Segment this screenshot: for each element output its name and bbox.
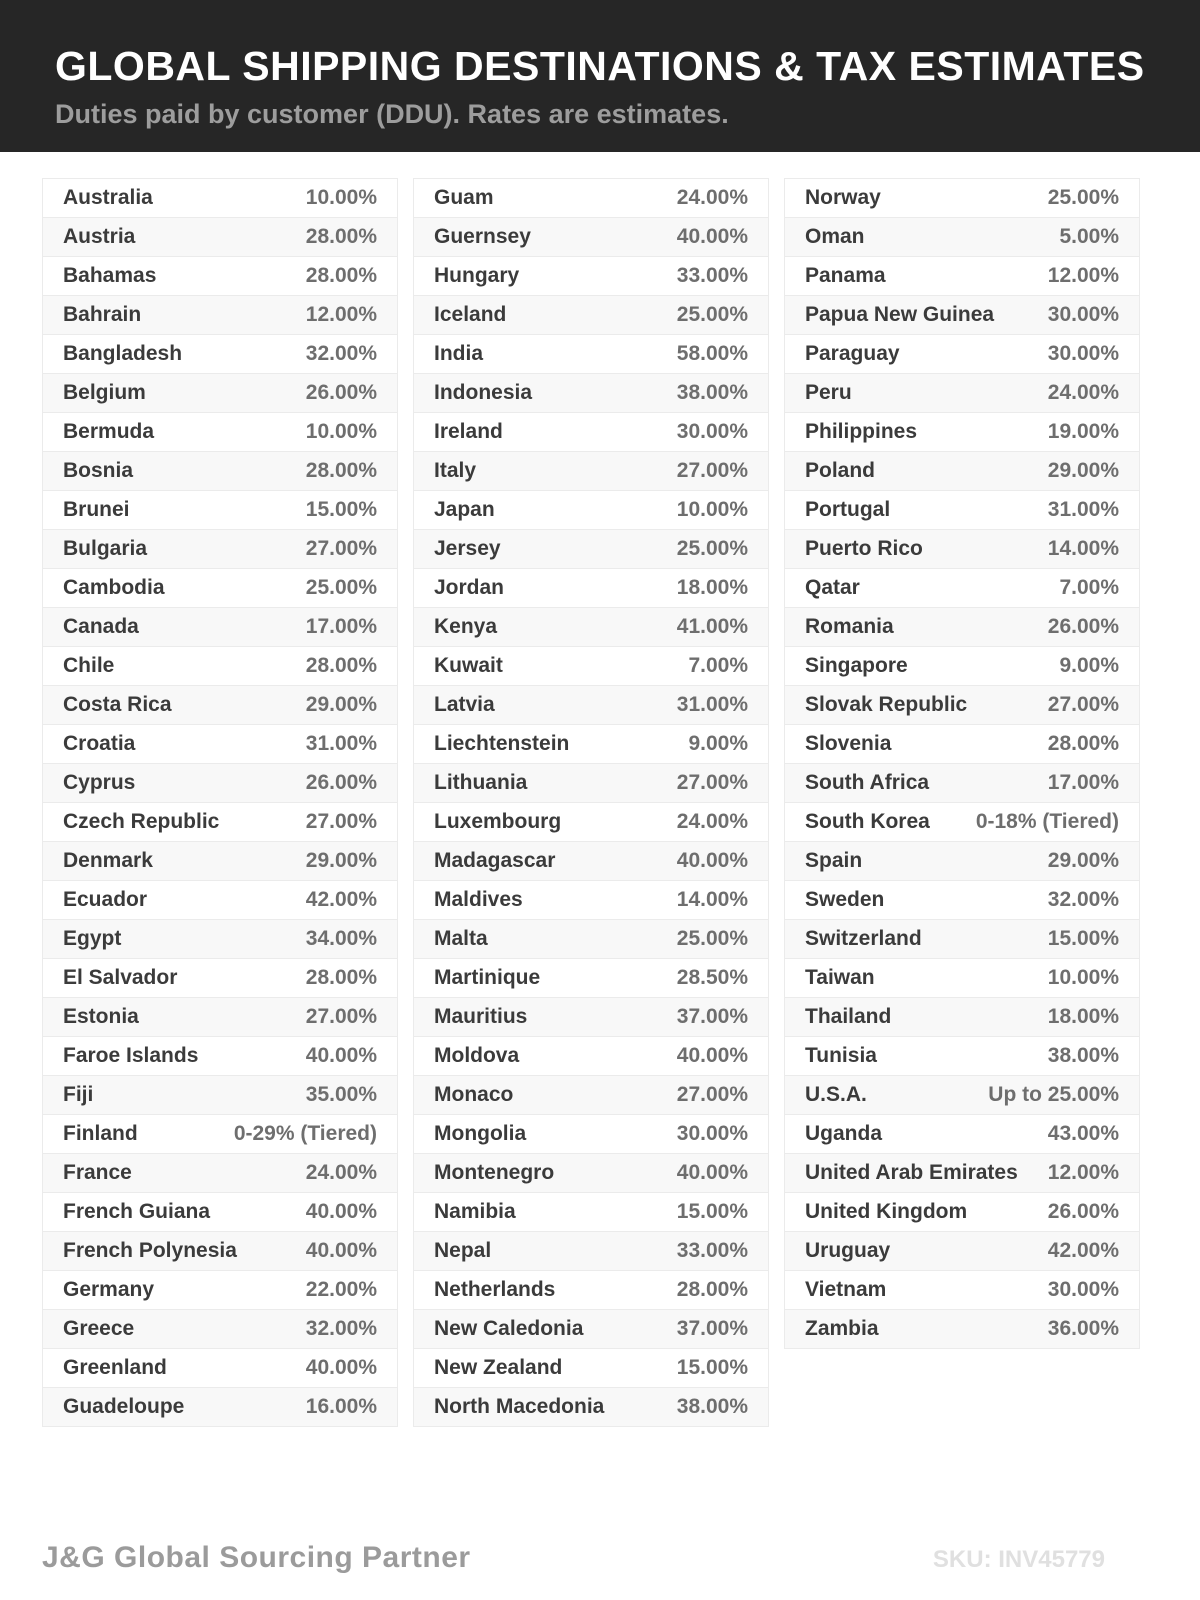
table-row	[42, 1387, 398, 1427]
table-row	[413, 373, 769, 413]
table-row	[413, 802, 769, 842]
country-name: Bahrain	[63, 303, 142, 326]
country-name: Singapore	[805, 654, 908, 677]
table-row	[413, 217, 769, 257]
table-row	[784, 295, 1140, 335]
tax-rate: 26.00%	[1047, 615, 1119, 638]
table-row	[784, 490, 1140, 530]
tax-rate: 31.00%	[676, 693, 748, 716]
tax-rate: 24.00%	[305, 1161, 377, 1184]
table-row	[42, 607, 398, 647]
table-row	[784, 256, 1140, 296]
tax-rate: 32.00%	[305, 1317, 377, 1340]
tax-rate: 40.00%	[676, 1044, 748, 1067]
tax-rate: 34.00%	[305, 927, 377, 950]
country-name: Jersey	[434, 537, 501, 560]
country-name: Ireland	[434, 420, 503, 443]
tax-rate-table	[0, 178, 1200, 1427]
table-row	[413, 256, 769, 296]
country-name: Uganda	[805, 1122, 883, 1145]
country-name: El Salvador	[63, 966, 178, 989]
country-name: Latvia	[434, 693, 495, 716]
country-name: Poland	[805, 459, 876, 482]
tax-rate: 27.00%	[1047, 693, 1119, 716]
tax-rate: 37.00%	[676, 1005, 748, 1028]
tax-rate: 14.00%	[1047, 537, 1119, 560]
country-name: French Guiana	[63, 1200, 211, 1223]
tax-rate: 24.00%	[676, 810, 748, 833]
tax-rate: 40.00%	[676, 849, 748, 872]
table-row	[42, 490, 398, 530]
tax-rate: 25.00%	[676, 303, 748, 326]
table-row	[784, 763, 1140, 803]
footer-brand: J&G Global Sourcing Partner	[42, 1541, 471, 1574]
tax-rate: 38.00%	[1047, 1044, 1119, 1067]
table-row	[42, 724, 398, 764]
table-row	[413, 1153, 769, 1193]
table-row	[413, 334, 769, 374]
country-name: French Polynesia	[63, 1239, 237, 1262]
tax-rate: 58.00%	[676, 342, 748, 365]
page-subtitle: Duties paid by customer (DDU). Rates are estimates.	[55, 99, 729, 129]
tax-rate: 15.00%	[676, 1356, 748, 1379]
table-row	[42, 958, 398, 998]
tax-rate: 30.00%	[1047, 1278, 1119, 1301]
country-name: Kenya	[434, 615, 498, 638]
country-name: Zambia	[805, 1317, 879, 1340]
tax-rate: 27.00%	[305, 537, 377, 560]
country-name: North Macedonia	[434, 1395, 605, 1418]
country-name: Mauritius	[434, 1005, 528, 1028]
country-name: Kuwait	[434, 654, 503, 677]
table-row	[784, 1309, 1140, 1349]
tax-rate: 0-18% (Tiered)	[975, 810, 1119, 833]
tax-rate: 42.00%	[305, 888, 377, 911]
country-name: Lithuania	[434, 771, 528, 794]
country-name: Oman	[805, 225, 865, 248]
table-row	[784, 724, 1140, 764]
country-name: Nepal	[434, 1239, 492, 1262]
table-row	[784, 1114, 1140, 1154]
country-name: Vietnam	[805, 1278, 887, 1301]
country-name: South Africa	[805, 771, 930, 794]
table-row	[413, 763, 769, 803]
country-name: Maldives	[434, 888, 523, 911]
tax-rate: 40.00%	[305, 1044, 377, 1067]
country-name: Papua New Guinea	[805, 303, 995, 326]
country-name: Qatar	[805, 576, 860, 599]
country-name: Ecuador	[63, 888, 148, 911]
country-name: Bosnia	[63, 459, 134, 482]
country-name: Slovenia	[805, 732, 892, 755]
tax-rate: 24.00%	[1047, 381, 1119, 404]
country-name: Jordan	[434, 576, 505, 599]
country-name: Thailand	[805, 1005, 892, 1028]
country-name: United Kingdom	[805, 1200, 968, 1223]
table-row	[784, 685, 1140, 725]
country-name: Faroe Islands	[63, 1044, 199, 1067]
tax-rate: 29.00%	[1047, 459, 1119, 482]
tax-rate: 9.00%	[688, 732, 748, 755]
tax-rate: 27.00%	[305, 1005, 377, 1028]
country-name: Madagascar	[434, 849, 556, 872]
table-row	[784, 568, 1140, 608]
table-row	[784, 1153, 1140, 1193]
country-name: Puerto Rico	[805, 537, 923, 560]
table-row	[413, 490, 769, 530]
header-banner	[0, 0, 1200, 152]
table-row	[413, 724, 769, 764]
tax-rate: 12.00%	[1047, 264, 1119, 287]
tax-rate: 12.00%	[1047, 1161, 1119, 1184]
country-name: Peru	[805, 381, 852, 404]
country-name: Brunei	[63, 498, 130, 521]
table-row	[413, 1387, 769, 1427]
tax-rate: Up to 25.00%	[988, 1083, 1119, 1106]
country-name: Guernsey	[434, 225, 531, 248]
tax-rate: 30.00%	[1047, 342, 1119, 365]
tax-rate: 30.00%	[676, 1122, 748, 1145]
table-row	[42, 1231, 398, 1271]
table-row	[42, 841, 398, 881]
table-row	[413, 1270, 769, 1310]
country-name: Romania	[805, 615, 894, 638]
country-name: Malta	[434, 927, 488, 950]
table-row	[42, 1075, 398, 1115]
table-row	[413, 880, 769, 920]
tax-rate: 10.00%	[676, 498, 748, 521]
table-row	[784, 880, 1140, 920]
tax-rate: 41.00%	[676, 615, 748, 638]
tax-rate: 25.00%	[305, 576, 377, 599]
table-row	[42, 568, 398, 608]
table-row	[42, 685, 398, 725]
tax-rate: 22.00%	[305, 1278, 377, 1301]
country-name: Germany	[63, 1278, 155, 1301]
country-name: Uruguay	[805, 1239, 891, 1262]
tax-rate: 35.00%	[305, 1083, 377, 1106]
table-row	[784, 646, 1140, 686]
tax-rate: 18.00%	[676, 576, 748, 599]
tax-rate: 15.00%	[676, 1200, 748, 1223]
country-name: Hungary	[434, 264, 520, 287]
table-row	[413, 1348, 769, 1388]
tax-rate: 25.00%	[1047, 186, 1119, 209]
tax-rate: 7.00%	[1059, 576, 1119, 599]
tax-rate: 18.00%	[1047, 1005, 1119, 1028]
tax-rate: 27.00%	[305, 810, 377, 833]
tax-rate: 12.00%	[305, 303, 377, 326]
table-row	[413, 1114, 769, 1154]
table-row	[42, 1348, 398, 1388]
table-row	[413, 1075, 769, 1115]
table-row	[413, 451, 769, 491]
country-name: Moldova	[434, 1044, 520, 1067]
tax-rate: 10.00%	[305, 420, 377, 443]
country-name: Montenegro	[434, 1161, 555, 1184]
country-name: Finland	[63, 1122, 138, 1145]
tax-rate: 17.00%	[1047, 771, 1119, 794]
table-row	[784, 412, 1140, 452]
table-row	[784, 1075, 1140, 1115]
table-row	[784, 217, 1140, 257]
country-name: Estonia	[63, 1005, 139, 1028]
table-row	[413, 568, 769, 608]
tax-rate: 40.00%	[305, 1356, 377, 1379]
table-row	[413, 1192, 769, 1232]
tax-rate: 40.00%	[676, 1161, 748, 1184]
table-row	[42, 178, 398, 218]
tax-rate: 26.00%	[305, 381, 377, 404]
country-name: Bulgaria	[63, 537, 148, 560]
table-row	[413, 1231, 769, 1271]
tax-rate: 28.50%	[676, 966, 748, 989]
tax-rate: 33.00%	[676, 264, 748, 287]
country-name: Portugal	[805, 498, 891, 521]
tax-rate: 10.00%	[1047, 966, 1119, 989]
table-row	[42, 334, 398, 374]
tax-rate: 9.00%	[1059, 654, 1119, 677]
country-name: Bahamas	[63, 264, 157, 287]
tax-rate: 25.00%	[676, 927, 748, 950]
tax-rate: 16.00%	[305, 1395, 377, 1418]
tax-rate: 28.00%	[305, 264, 377, 287]
country-name: Philippines	[805, 420, 918, 443]
table-column-2	[413, 178, 769, 1427]
table-row	[42, 373, 398, 413]
tax-rate: 17.00%	[305, 615, 377, 638]
table-row	[413, 685, 769, 725]
tax-rate: 40.00%	[676, 225, 748, 248]
tax-rate: 30.00%	[1047, 303, 1119, 326]
country-name: Panama	[805, 264, 886, 287]
table-row	[413, 1036, 769, 1076]
table-row	[42, 529, 398, 569]
table-row	[413, 997, 769, 1037]
country-name: Netherlands	[434, 1278, 556, 1301]
tax-rate: 19.00%	[1047, 420, 1119, 443]
tax-rate: 40.00%	[305, 1239, 377, 1262]
tax-rate: 27.00%	[676, 1083, 748, 1106]
country-name: Cyprus	[63, 771, 136, 794]
table-row	[784, 334, 1140, 374]
tax-rate: 0-29% (Tiered)	[233, 1122, 377, 1145]
country-name: Luxembourg	[434, 810, 562, 833]
country-name: Monaco	[434, 1083, 514, 1106]
table-row	[413, 1309, 769, 1349]
table-row	[42, 880, 398, 920]
tax-rate: 42.00%	[1047, 1239, 1119, 1262]
country-name: Spain	[805, 849, 863, 872]
table-row	[42, 256, 398, 296]
country-name: Martinique	[434, 966, 541, 989]
country-name: South Korea	[805, 810, 930, 833]
country-name: Greenland	[63, 1356, 167, 1379]
table-row	[784, 841, 1140, 881]
table-row	[42, 919, 398, 959]
footer-sku: SKU: INV45779	[932, 1546, 1105, 1573]
table-row	[784, 451, 1140, 491]
table-row	[784, 1036, 1140, 1076]
tax-rate: 31.00%	[1047, 498, 1119, 521]
table-row	[784, 919, 1140, 959]
tax-rate: 32.00%	[1047, 888, 1119, 911]
table-row	[784, 958, 1140, 998]
country-name: Paraguay	[805, 342, 900, 365]
country-name: Switzerland	[805, 927, 922, 950]
tax-rate: 15.00%	[305, 498, 377, 521]
tax-rate: 29.00%	[305, 693, 377, 716]
table-row	[413, 529, 769, 569]
tax-rate: 28.00%	[305, 654, 377, 677]
country-name: Guam	[434, 186, 494, 209]
table-row	[784, 373, 1140, 413]
country-name: Namibia	[434, 1200, 516, 1223]
table-row	[784, 178, 1140, 218]
tax-rate: 29.00%	[1047, 849, 1119, 872]
tax-rate: 33.00%	[676, 1239, 748, 1262]
country-name: Indonesia	[434, 381, 533, 404]
tax-rate: 28.00%	[305, 225, 377, 248]
table-row	[784, 607, 1140, 647]
table-row	[42, 217, 398, 257]
country-name: France	[63, 1161, 132, 1184]
page-title: GLOBAL SHIPPING DESTINATIONS & TAX ESTIMATES	[55, 43, 1145, 89]
table-row	[42, 1036, 398, 1076]
table-column-1	[42, 178, 398, 1427]
country-name: Chile	[63, 654, 115, 677]
tax-rate: 37.00%	[676, 1317, 748, 1340]
tax-rate: 30.00%	[676, 420, 748, 443]
country-name: India	[434, 342, 484, 365]
table-row	[784, 1231, 1140, 1271]
tax-rate: 25.00%	[676, 537, 748, 560]
table-row	[42, 451, 398, 491]
table-row	[413, 178, 769, 218]
country-name: Japan	[434, 498, 495, 521]
table-row	[42, 295, 398, 335]
table-row	[42, 1309, 398, 1349]
country-name: Norway	[805, 186, 881, 209]
table-row	[413, 646, 769, 686]
tax-rate: 36.00%	[1047, 1317, 1119, 1340]
country-name: Slovak Republic	[805, 693, 968, 716]
country-name: Costa Rica	[63, 693, 172, 716]
table-row	[413, 607, 769, 647]
country-name: Croatia	[63, 732, 136, 755]
tax-rate: 40.00%	[305, 1200, 377, 1223]
country-name: Belgium	[63, 381, 146, 404]
tax-rate: 26.00%	[1047, 1200, 1119, 1223]
tax-rate: 38.00%	[676, 381, 748, 404]
tax-rate: 26.00%	[305, 771, 377, 794]
country-name: Italy	[434, 459, 477, 482]
tax-rate: 43.00%	[1047, 1122, 1119, 1145]
country-name: Sweden	[805, 888, 885, 911]
table-row	[784, 997, 1140, 1037]
table-row	[413, 919, 769, 959]
table-row	[42, 997, 398, 1037]
country-name: U.S.A.	[805, 1083, 867, 1106]
table-column-3	[784, 178, 1140, 1427]
table-row	[42, 1192, 398, 1232]
table-row	[42, 1114, 398, 1154]
tax-rate: 32.00%	[305, 342, 377, 365]
tax-rate: 24.00%	[676, 186, 748, 209]
table-row	[42, 802, 398, 842]
table-row	[42, 1270, 398, 1310]
country-name: Denmark	[63, 849, 153, 872]
table-row	[784, 1192, 1140, 1232]
tax-rate: 28.00%	[305, 459, 377, 482]
tax-rate: 7.00%	[688, 654, 748, 677]
country-name: Cambodia	[63, 576, 165, 599]
country-name: Fiji	[63, 1083, 94, 1106]
tax-rate: 5.00%	[1059, 225, 1119, 248]
tax-rate: 28.00%	[676, 1278, 748, 1301]
country-name: Bermuda	[63, 420, 155, 443]
country-name: Bangladesh	[63, 342, 183, 365]
country-name: Egypt	[63, 927, 122, 950]
tax-rate: 10.00%	[305, 186, 377, 209]
tax-rate: 28.00%	[305, 966, 377, 989]
country-name: Austria	[63, 225, 136, 248]
tax-rate: 15.00%	[1047, 927, 1119, 950]
tax-rate: 27.00%	[676, 459, 748, 482]
tax-rate: 29.00%	[305, 849, 377, 872]
table-row	[784, 529, 1140, 569]
country-name: Canada	[63, 615, 139, 638]
table-row	[413, 412, 769, 452]
country-name: Guadeloupe	[63, 1395, 185, 1418]
country-name: Czech Republic	[63, 810, 220, 833]
table-row	[42, 763, 398, 803]
table-row	[413, 841, 769, 881]
tax-rate: 27.00%	[676, 771, 748, 794]
tax-rate: 14.00%	[676, 888, 748, 911]
table-row	[42, 646, 398, 686]
country-name: Greece	[63, 1317, 135, 1340]
country-name: Australia	[63, 186, 153, 209]
table-row	[413, 958, 769, 998]
country-name: United Arab Emirates	[805, 1161, 1018, 1184]
table-row	[784, 1270, 1140, 1310]
tax-rate: 31.00%	[305, 732, 377, 755]
country-name: Iceland	[434, 303, 507, 326]
country-name: Tunisia	[805, 1044, 877, 1067]
tax-rate: 28.00%	[1047, 732, 1119, 755]
country-name: Taiwan	[805, 966, 875, 989]
table-row	[42, 412, 398, 452]
country-name: New Caledonia	[434, 1317, 584, 1340]
country-name: Liechtenstein	[434, 732, 570, 755]
country-name: New Zealand	[434, 1356, 563, 1379]
table-row	[42, 1153, 398, 1193]
tax-rate: 38.00%	[676, 1395, 748, 1418]
country-name: Mongolia	[434, 1122, 527, 1145]
table-row	[784, 802, 1140, 842]
table-row	[413, 295, 769, 335]
